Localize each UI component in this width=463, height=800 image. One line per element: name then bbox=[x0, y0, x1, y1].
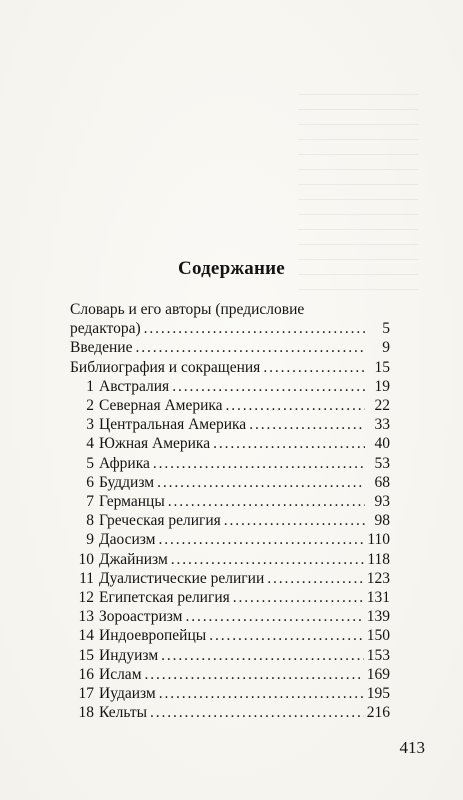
dot-leader bbox=[267, 569, 364, 588]
toc-entry-page: 131 bbox=[366, 589, 390, 607]
toc-entry-chapter[interactable] bbox=[70, 511, 390, 530]
page-number: 413 bbox=[399, 738, 425, 757]
toc-entry-page: 98 bbox=[374, 512, 390, 530]
toc-entry-label: Библиография и сокращения bbox=[70, 358, 261, 376]
dot-leader bbox=[168, 492, 365, 511]
toc-entry-label: Индуизм bbox=[99, 646, 159, 664]
toc-entry-page: 33 bbox=[374, 416, 390, 434]
toc-entry-number: 7 bbox=[86, 493, 94, 511]
dot-leader bbox=[233, 588, 364, 607]
toc-entry-chapter[interactable] bbox=[70, 607, 390, 626]
toc-entry-chapter[interactable] bbox=[70, 473, 390, 492]
toc-entry-page: 53 bbox=[374, 454, 390, 472]
chapter-list bbox=[70, 377, 390, 723]
toc-entry-number: 9 bbox=[86, 531, 94, 549]
toc-entry-number: 10 bbox=[78, 550, 94, 568]
toc-entry-chapter[interactable] bbox=[70, 665, 390, 684]
toc-entry-label: Ислам bbox=[99, 665, 142, 683]
dot-leader bbox=[209, 626, 364, 645]
toc-entry-number: 5 bbox=[86, 454, 94, 472]
dot-leader bbox=[161, 646, 364, 665]
toc-entry-number: 12 bbox=[78, 589, 94, 607]
toc-entry-number: 14 bbox=[78, 627, 94, 645]
toc-entry-number: 2 bbox=[86, 397, 94, 415]
dot-leader bbox=[172, 377, 365, 396]
toc-entry-label: Даосизм bbox=[99, 531, 156, 549]
toc-entry-introduction[interactable] bbox=[70, 338, 390, 357]
toc-entry-number: 6 bbox=[86, 473, 94, 491]
toc-entry-preface-line1[interactable] bbox=[70, 300, 390, 319]
toc-entry-label: Центральная Америка bbox=[99, 416, 247, 434]
toc-entry-label: Кельты bbox=[99, 704, 148, 722]
dot-leader bbox=[135, 338, 365, 357]
toc-entry-chapter[interactable] bbox=[70, 396, 390, 415]
toc-entry-page: 9 bbox=[382, 339, 390, 357]
toc-entry-number: 3 bbox=[86, 416, 94, 434]
toc-entry-chapter[interactable] bbox=[70, 684, 390, 703]
toc-entry-label: Буддизм bbox=[99, 473, 155, 491]
toc-entry-chapter[interactable] bbox=[70, 626, 390, 645]
toc-entry-page: 40 bbox=[374, 435, 390, 453]
toc-entry-bibliography[interactable] bbox=[70, 358, 390, 377]
dot-leader bbox=[226, 396, 365, 415]
toc-entry-label: Иудаизм bbox=[99, 685, 156, 703]
dot-leader bbox=[153, 454, 365, 473]
toc-entry-page: 5 bbox=[382, 320, 390, 338]
toc-entry-page: 169 bbox=[366, 665, 390, 683]
toc-entry-number: 4 bbox=[86, 435, 94, 453]
dot-leader bbox=[159, 684, 364, 703]
toc-entry-chapter[interactable] bbox=[70, 434, 390, 453]
dot-leader bbox=[157, 473, 365, 492]
toc-entry-page: 19 bbox=[374, 377, 390, 395]
toc-entry-label: Дуалистические религии bbox=[99, 569, 265, 587]
toc-entry-page: 139 bbox=[366, 608, 390, 626]
toc-entry-number: 11 bbox=[79, 569, 94, 587]
toc-entry-page: 153 bbox=[366, 646, 390, 664]
toc-entry-chapter[interactable] bbox=[70, 550, 390, 569]
dot-leader bbox=[186, 607, 364, 626]
toc-entry-chapter[interactable] bbox=[70, 646, 390, 665]
toc-entry-page: 22 bbox=[374, 397, 390, 415]
toc-entry-chapter[interactable] bbox=[70, 492, 390, 511]
toc-entry-label: Южная Америка bbox=[99, 435, 211, 453]
toc-entry-chapter[interactable] bbox=[70, 377, 390, 396]
dot-leader bbox=[150, 703, 364, 722]
toc-entry-label: редактора) bbox=[70, 320, 141, 338]
dot-leader bbox=[213, 434, 365, 453]
toc-entry-number: 8 bbox=[86, 512, 94, 530]
toc-entry-label: Джайнизм bbox=[99, 550, 168, 568]
toc-entry-page: 15 bbox=[374, 358, 390, 376]
toc-entry-page: 110 bbox=[367, 531, 390, 549]
toc-entry-number: 16 bbox=[78, 665, 94, 683]
dot-leader bbox=[171, 550, 365, 569]
toc-entry-preface-line2[interactable] bbox=[70, 319, 390, 338]
toc-entry-page: 216 bbox=[366, 704, 390, 722]
toc-entry-page: 93 bbox=[374, 493, 390, 511]
toc-entry-label: Африка bbox=[99, 454, 150, 472]
dot-leader bbox=[145, 665, 364, 684]
dot-leader bbox=[158, 530, 364, 549]
table-of-contents bbox=[70, 300, 390, 722]
toc-entry-label: Австралия bbox=[99, 377, 170, 395]
toc-entry-label: Индоевропейцы bbox=[99, 627, 207, 645]
toc-entry-chapter[interactable] bbox=[70, 530, 390, 549]
toc-entry-page: 118 bbox=[367, 550, 390, 568]
toc-entry-label: Греческая религия bbox=[99, 512, 221, 530]
toc-entry-page: 150 bbox=[366, 627, 390, 645]
toc-entry-chapter[interactable] bbox=[70, 588, 390, 607]
toc-entry-chapter[interactable] bbox=[70, 569, 390, 588]
toc-entry-chapter[interactable] bbox=[70, 703, 390, 722]
toc-entry-number: 15 bbox=[78, 646, 94, 664]
toc-entry-number: 13 bbox=[78, 608, 94, 626]
dot-leader bbox=[224, 511, 365, 530]
toc-entry-number: 1 bbox=[86, 377, 94, 395]
toc-entry-chapter[interactable] bbox=[70, 454, 390, 473]
toc-entry-label: Германцы bbox=[99, 493, 165, 511]
toc-entry-label: Зороастризм bbox=[99, 608, 183, 626]
toc-entry-number: 18 bbox=[78, 704, 94, 722]
dot-leader bbox=[249, 415, 365, 434]
toc-entry-label: Словарь и его авторы (предисловие bbox=[70, 301, 305, 318]
toc-entry-label: Северная Америка bbox=[99, 397, 223, 415]
page-title: Содержание bbox=[178, 258, 285, 279]
toc-entry-label: Египетская религия bbox=[99, 589, 230, 607]
toc-entry-page: 68 bbox=[374, 473, 390, 491]
toc-entry-page: 123 bbox=[366, 569, 390, 587]
toc-entry-number: 17 bbox=[78, 685, 94, 703]
dot-leader bbox=[144, 319, 365, 338]
toc-entry-page: 195 bbox=[366, 685, 390, 703]
dot-leader bbox=[263, 358, 365, 377]
toc-entry-chapter[interactable] bbox=[70, 415, 390, 434]
toc-entry-label: Введение bbox=[70, 339, 133, 357]
